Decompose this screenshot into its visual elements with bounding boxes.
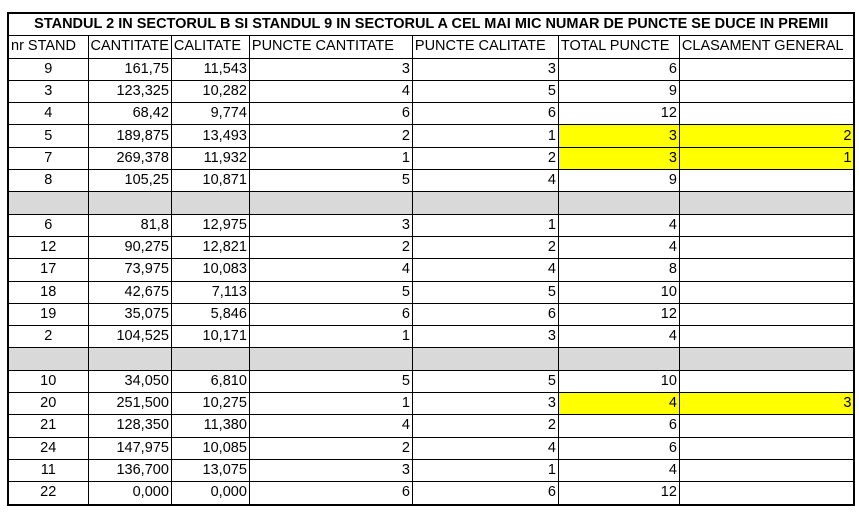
cell-puncte-calitate[interactable]: 3	[412, 326, 558, 348]
cell-total-puncte[interactable]: 6	[558, 437, 679, 459]
table-row	[8, 58, 854, 80]
cell-nr-stand[interactable]: 22	[8, 482, 88, 505]
cell-calitate[interactable]: 11,932	[171, 147, 249, 169]
cell-nr-stand[interactable]: 8	[8, 170, 88, 192]
separator-cell[interactable]	[8, 348, 88, 370]
cell-cantitate[interactable]: 90,275	[88, 236, 171, 258]
cell-clasament-general[interactable]	[679, 482, 854, 505]
cell-clasament-general[interactable]: 2	[679, 125, 854, 147]
separator-cell[interactable]	[558, 192, 679, 214]
cell-puncte-cantitate[interactable]: 3	[249, 459, 412, 481]
separator-cell[interactable]	[8, 192, 88, 214]
header-puncte-cantitate[interactable]: PUNCTE CANTITATE	[249, 36, 412, 58]
table-row	[8, 459, 854, 481]
cell-nr-stand[interactable]: 24	[8, 437, 88, 459]
cell-nr-stand[interactable]: 10	[8, 370, 88, 392]
cell-nr-stand[interactable]: 4	[8, 103, 88, 125]
title-row	[8, 13, 854, 36]
cell-total-puncte[interactable]: 4	[558, 393, 679, 415]
cell-cantitate[interactable]: 161,75	[88, 58, 171, 80]
header-clasament-general[interactable]: CLASAMENT GENERAL	[679, 36, 854, 58]
cell-total-puncte[interactable]: 9	[558, 80, 679, 102]
cell-total-puncte[interactable]: 9	[558, 170, 679, 192]
cell-nr-stand[interactable]: 11	[8, 459, 88, 481]
cell-puncte-cantitate[interactable]: 3	[249, 214, 412, 236]
cell-cantitate[interactable]: 35,075	[88, 303, 171, 325]
cell-clasament-general[interactable]	[679, 303, 854, 325]
cell-total-puncte[interactable]: 6	[558, 58, 679, 80]
separator-cell[interactable]	[88, 192, 171, 214]
cell-clasament-general[interactable]	[679, 236, 854, 258]
cell-total-puncte[interactable]: 4	[558, 214, 679, 236]
cell-cantitate[interactable]: 147,975	[88, 437, 171, 459]
cell-nr-stand[interactable]: 7	[8, 147, 88, 169]
cell-calitate[interactable]: 10,871	[171, 170, 249, 192]
header-total-puncte[interactable]: TOTAL PUNCTE	[558, 36, 679, 58]
cell-puncte-cantitate[interactable]: 6	[249, 303, 412, 325]
cell-calitate[interactable]: 11,543	[171, 58, 249, 80]
header-cantitate[interactable]: CANTITATE	[88, 36, 171, 58]
cell-puncte-cantitate[interactable]: 5	[249, 281, 412, 303]
cell-cantitate[interactable]: 81,8	[88, 214, 171, 236]
separator-cell[interactable]	[249, 192, 412, 214]
cell-nr-stand[interactable]: 3	[8, 80, 88, 102]
cell-nr-stand[interactable]: 17	[8, 259, 88, 281]
separator-cell[interactable]	[88, 348, 171, 370]
cell-puncte-cantitate[interactable]: 4	[249, 80, 412, 102]
cell-puncte-calitate[interactable]: 1	[412, 459, 558, 481]
separator-cell[interactable]	[679, 192, 854, 214]
cell-clasament-general[interactable]: 1	[679, 147, 854, 169]
cell-clasament-general[interactable]	[679, 80, 854, 102]
cell-clasament-general[interactable]	[679, 415, 854, 437]
cell-nr-stand[interactable]: 21	[8, 415, 88, 437]
cell-total-puncte[interactable]: 10	[558, 281, 679, 303]
separator-cell[interactable]	[412, 348, 558, 370]
cell-cantitate[interactable]: 251,500	[88, 393, 171, 415]
sheet-title[interactable]: STANDUL 2 IN SECTORUL B SI STANDUL 9 IN SECTORUL A CEL MAI MIC NUMAR DE PUNCTE SE DUCE IN PREMII	[8, 13, 854, 36]
separator-cell[interactable]	[679, 348, 854, 370]
cell-total-puncte[interactable]: 8	[558, 259, 679, 281]
cell-clasament-general[interactable]	[679, 170, 854, 192]
cell-calitate[interactable]: 7,113	[171, 281, 249, 303]
cell-puncte-calitate[interactable]: 4	[412, 437, 558, 459]
separator-cell[interactable]	[171, 348, 249, 370]
separator-cell[interactable]	[249, 348, 412, 370]
cell-total-puncte[interactable]: 4	[558, 459, 679, 481]
cell-clasament-general[interactable]: 3	[679, 393, 854, 415]
cell-total-puncte[interactable]: 12	[558, 103, 679, 125]
table-row	[8, 370, 854, 392]
cell-total-puncte[interactable]: 10	[558, 370, 679, 392]
cell-clasament-general[interactable]	[679, 326, 854, 348]
cell-cantitate[interactable]: 136,700	[88, 459, 171, 481]
cell-puncte-calitate[interactable]: 5	[412, 80, 558, 102]
cell-calitate[interactable]: 10,083	[171, 259, 249, 281]
cell-cantitate[interactable]: 105,25	[88, 170, 171, 192]
cell-calitate[interactable]: 10,282	[171, 80, 249, 102]
cell-cantitate[interactable]: 42,675	[88, 281, 171, 303]
cell-puncte-calitate[interactable]: 5	[412, 281, 558, 303]
cell-puncte-calitate[interactable]: 2	[412, 415, 558, 437]
cell-cantitate[interactable]: 104,525	[88, 326, 171, 348]
table-row	[8, 80, 854, 102]
cell-clasament-general[interactable]	[679, 370, 854, 392]
cell-calitate[interactable]: 9,774	[171, 103, 249, 125]
cell-calitate[interactable]: 12,975	[171, 214, 249, 236]
table-row	[8, 214, 854, 236]
cell-puncte-cantitate[interactable]: 4	[249, 415, 412, 437]
cell-puncte-cantitate[interactable]: 1	[249, 326, 412, 348]
cell-puncte-calitate[interactable]: 4	[412, 259, 558, 281]
cell-puncte-calitate[interactable]: 6	[412, 103, 558, 125]
cell-cantitate[interactable]: 189,875	[88, 125, 171, 147]
separator-cell[interactable]	[171, 192, 249, 214]
cell-calitate[interactable]: 12,821	[171, 236, 249, 258]
cell-clasament-general[interactable]	[679, 281, 854, 303]
table-row	[8, 103, 854, 125]
cell-puncte-cantitate[interactable]: 1	[249, 147, 412, 169]
cell-clasament-general[interactable]	[679, 103, 854, 125]
separator-cell[interactable]	[558, 348, 679, 370]
cell-puncte-calitate[interactable]: 1	[412, 214, 558, 236]
cell-clasament-general[interactable]	[679, 459, 854, 481]
results-sheet	[7, 12, 855, 506]
table-row	[8, 326, 854, 348]
cell-puncte-calitate[interactable]: 6	[412, 303, 558, 325]
cell-nr-stand[interactable]: 19	[8, 303, 88, 325]
table-row	[8, 125, 854, 147]
cell-nr-stand[interactable]: 2	[8, 326, 88, 348]
cell-calitate[interactable]: 5,846	[171, 303, 249, 325]
cell-cantitate[interactable]: 269,378	[88, 147, 171, 169]
cell-total-puncte[interactable]: 6	[558, 415, 679, 437]
cell-cantitate[interactable]: 123,325	[88, 80, 171, 102]
cell-puncte-calitate[interactable]: 1	[412, 125, 558, 147]
cell-total-puncte[interactable]: 4	[558, 236, 679, 258]
cell-calitate[interactable]: 10,275	[171, 393, 249, 415]
cell-nr-stand[interactable]: 5	[8, 125, 88, 147]
cell-total-puncte[interactable]: 3	[558, 125, 679, 147]
table-row	[8, 303, 854, 325]
header-row	[8, 36, 854, 58]
table-row	[8, 170, 854, 192]
table-row	[8, 415, 854, 437]
cell-calitate[interactable]: 10,085	[171, 437, 249, 459]
cell-calitate[interactable]: 13,075	[171, 459, 249, 481]
group-separator	[8, 192, 854, 214]
cell-calitate[interactable]: 10,171	[171, 326, 249, 348]
cell-puncte-calitate[interactable]: 3	[412, 58, 558, 80]
cell-puncte-cantitate[interactable]: 1	[249, 393, 412, 415]
group-separator	[8, 348, 854, 370]
cell-puncte-cantitate[interactable]: 2	[249, 125, 412, 147]
header-calitate[interactable]: CALITATE	[171, 36, 249, 58]
cell-puncte-cantitate[interactable]: 5	[249, 170, 412, 192]
cell-puncte-calitate[interactable]: 6	[412, 482, 558, 505]
cell-cantitate[interactable]: 34,050	[88, 370, 171, 392]
cell-calitate[interactable]: 11,380	[171, 415, 249, 437]
cell-clasament-general[interactable]	[679, 437, 854, 459]
cell-clasament-general[interactable]	[679, 259, 854, 281]
cell-puncte-cantitate[interactable]: 5	[249, 370, 412, 392]
table-row	[8, 437, 854, 459]
cell-cantitate[interactable]: 73,975	[88, 259, 171, 281]
cell-cantitate[interactable]: 128,350	[88, 415, 171, 437]
cell-puncte-cantitate[interactable]: 6	[249, 482, 412, 505]
table-row	[8, 281, 854, 303]
cell-puncte-calitate[interactable]: 2	[412, 147, 558, 169]
separator-cell[interactable]	[412, 192, 558, 214]
cell-calitate[interactable]: 6,810	[171, 370, 249, 392]
cell-puncte-cantitate[interactable]: 2	[249, 236, 412, 258]
cell-puncte-calitate[interactable]: 5	[412, 370, 558, 392]
cell-calitate[interactable]: 13,493	[171, 125, 249, 147]
table-row	[8, 393, 854, 415]
cell-calitate[interactable]: 0,000	[171, 482, 249, 505]
header-puncte-calitate[interactable]: PUNCTE CALITATE	[412, 36, 558, 58]
cell-nr-stand[interactable]: 6	[8, 214, 88, 236]
header-nr-stand[interactable]: nr STAND	[8, 36, 88, 58]
cell-total-puncte[interactable]: 4	[558, 326, 679, 348]
cell-nr-stand[interactable]: 9	[8, 58, 88, 80]
cell-puncte-cantitate[interactable]: 3	[249, 58, 412, 80]
cell-clasament-general[interactable]	[679, 58, 854, 80]
cell-puncte-calitate[interactable]: 3	[412, 393, 558, 415]
table-row	[8, 236, 854, 258]
table-row	[8, 482, 854, 505]
cell-nr-stand[interactable]: 20	[8, 393, 88, 415]
table-row	[8, 147, 854, 169]
cell-nr-stand[interactable]: 12	[8, 236, 88, 258]
cell-cantitate[interactable]: 68,42	[88, 103, 171, 125]
cell-cantitate[interactable]: 0,000	[88, 482, 171, 505]
cell-total-puncte[interactable]: 3	[558, 147, 679, 169]
cell-nr-stand[interactable]: 18	[8, 281, 88, 303]
cell-clasament-general[interactable]	[679, 214, 854, 236]
cell-puncte-cantitate[interactable]: 4	[249, 259, 412, 281]
cell-puncte-calitate[interactable]: 4	[412, 170, 558, 192]
cell-puncte-calitate[interactable]: 2	[412, 236, 558, 258]
cell-puncte-cantitate[interactable]: 2	[249, 437, 412, 459]
cell-puncte-cantitate[interactable]: 6	[249, 103, 412, 125]
cell-total-puncte[interactable]: 12	[558, 303, 679, 325]
cell-total-puncte[interactable]: 12	[558, 482, 679, 505]
table-row	[8, 259, 854, 281]
